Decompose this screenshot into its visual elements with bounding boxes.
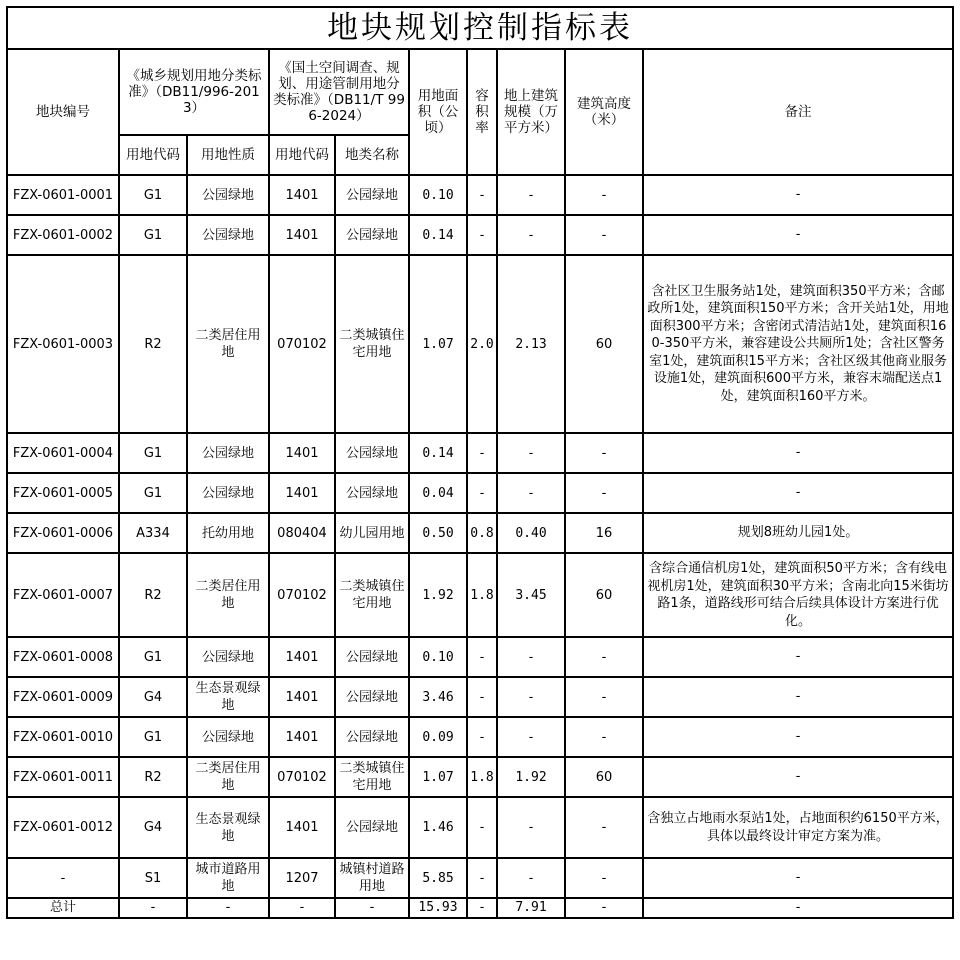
- header-std1-land-code: 用地代码: [119, 135, 187, 175]
- far-cell: -: [467, 473, 497, 513]
- land-nature-cell: 公园绿地: [187, 433, 269, 473]
- total-building-scale-cell: 7.91: [497, 898, 565, 918]
- far-cell: -: [467, 433, 497, 473]
- building-scale-cell: 2.13: [497, 255, 565, 433]
- total-std2-code-cell: -: [269, 898, 335, 918]
- plot-code-cell: FZX-0601-0008: [7, 637, 119, 677]
- building-height-cell: 16: [565, 513, 643, 553]
- building-height-cell: -: [565, 858, 643, 898]
- header-territorial-standard: 《国土空间调查、规划、用途管制用地分类标准》（DB11/T 996-2024）: [269, 49, 409, 135]
- category-name-cell: 二类城镇住宅用地: [335, 255, 409, 433]
- notes-cell: -: [643, 215, 953, 255]
- total-label-cell: 总计: [7, 898, 119, 918]
- std2-code-cell: 1207: [269, 858, 335, 898]
- category-name-cell: 幼儿园用地: [335, 513, 409, 553]
- std1-code-cell: G1: [119, 637, 187, 677]
- far-cell: 0.8: [467, 513, 497, 553]
- building-height-cell: -: [565, 433, 643, 473]
- table-row: [7, 433, 953, 473]
- land-area-cell: 0.09: [409, 717, 467, 757]
- total-row: [7, 898, 953, 918]
- table-row: [7, 255, 953, 433]
- far-cell: -: [467, 717, 497, 757]
- far-cell: -: [467, 677, 497, 717]
- header-urban-rural-standard: 《城乡规划用地分类标准》（DB11/996-2013）: [119, 49, 269, 135]
- header-std2-category-name: 地类名称: [335, 135, 409, 175]
- building-scale-cell: -: [497, 637, 565, 677]
- building-height-cell: -: [565, 175, 643, 215]
- notes-cell: 含综合通信机房1处，建筑面积50平方米；含有线电视机房1处，建筑面积30平方米；含南北向15米街坊路1条，道路线形可结合后续具体设计方案进行优化。: [643, 553, 953, 637]
- plot-code-cell: FZX-0601-0002: [7, 215, 119, 255]
- header-land-area: 用地面积（公顷）: [409, 49, 467, 175]
- table-row: [7, 677, 953, 717]
- std2-code-cell: 1401: [269, 677, 335, 717]
- plot-code-cell: FZX-0601-0012: [7, 797, 119, 858]
- total-land-area-cell: 15.93: [409, 898, 467, 918]
- notes-cell: -: [643, 637, 953, 677]
- table-row: [7, 513, 953, 553]
- header-building-scale: 地上建筑规模（万平方米）: [497, 49, 565, 175]
- land-nature-cell: 公园绿地: [187, 215, 269, 255]
- plot-code-cell: FZX-0601-0004: [7, 433, 119, 473]
- notes-cell: -: [643, 717, 953, 757]
- plot-code-cell: FZX-0601-0007: [7, 553, 119, 637]
- building-height-cell: -: [565, 637, 643, 677]
- building-height-cell: -: [565, 717, 643, 757]
- std2-code-cell: 070102: [269, 757, 335, 797]
- std1-code-cell: R2: [119, 757, 187, 797]
- std2-code-cell: 1401: [269, 473, 335, 513]
- notes-cell: 含社区卫生服务站1处，建筑面积350平方米；含邮政所1处，建筑面积150平方米；含开关站1处，用地面积300平方米；含密闭式清洁站1处，建筑面积160-350平方米，兼容建设公共厕所1处；含社区警务室1处，建筑面积15平方米；含社区级其他商业服务设施1处，建筑面积600平方米，兼容末端配送点1处，建筑面积160平方米。: [643, 255, 953, 433]
- plot-code-cell: FZX-0601-0010: [7, 717, 119, 757]
- land-nature-cell: 公园绿地: [187, 175, 269, 215]
- land-nature-cell: 生态景观绿地: [187, 677, 269, 717]
- far-cell: 1.8: [467, 757, 497, 797]
- plot-code-cell: FZX-0601-0003: [7, 255, 119, 433]
- notes-cell: -: [643, 757, 953, 797]
- land-area-cell: 1.07: [409, 255, 467, 433]
- std1-code-cell: G4: [119, 797, 187, 858]
- std1-code-cell: S1: [119, 858, 187, 898]
- building-scale-cell: 3.45: [497, 553, 565, 637]
- total-notes-cell: -: [643, 898, 953, 918]
- table-row: [7, 797, 953, 858]
- std1-code-cell: G1: [119, 215, 187, 255]
- std2-code-cell: 1401: [269, 797, 335, 858]
- header-notes: 备注: [643, 49, 953, 175]
- plot-code-cell: -: [7, 858, 119, 898]
- std1-code-cell: R2: [119, 553, 187, 637]
- std1-code-cell: G1: [119, 175, 187, 215]
- far-cell: -: [467, 175, 497, 215]
- notes-cell: 规划8班幼儿园1处。: [643, 513, 953, 553]
- std1-code-cell: G1: [119, 433, 187, 473]
- category-name-cell: 公园绿地: [335, 717, 409, 757]
- land-area-cell: 1.46: [409, 797, 467, 858]
- plot-code-cell: FZX-0601-0001: [7, 175, 119, 215]
- std1-code-cell: A334: [119, 513, 187, 553]
- plot-code-cell: FZX-0601-0011: [7, 757, 119, 797]
- land-area-cell: 5.85: [409, 858, 467, 898]
- land-nature-cell: 二类居住用地: [187, 757, 269, 797]
- header-std2-land-code: 用地代码: [269, 135, 335, 175]
- land-nature-cell: 公园绿地: [187, 473, 269, 513]
- category-name-cell: 公园绿地: [335, 215, 409, 255]
- land-nature-cell: 二类居住用地: [187, 553, 269, 637]
- std2-code-cell: 070102: [269, 553, 335, 637]
- land-area-cell: 0.04: [409, 473, 467, 513]
- category-name-cell: 公园绿地: [335, 433, 409, 473]
- category-name-cell: 公园绿地: [335, 637, 409, 677]
- land-nature-cell: 托幼用地: [187, 513, 269, 553]
- std2-code-cell: 1401: [269, 215, 335, 255]
- building-scale-cell: -: [497, 433, 565, 473]
- std2-code-cell: 080404: [269, 513, 335, 553]
- category-name-cell: 公园绿地: [335, 797, 409, 858]
- far-cell: -: [467, 797, 497, 858]
- building-scale-cell: -: [497, 858, 565, 898]
- land-area-cell: 1.07: [409, 757, 467, 797]
- table-row: [7, 175, 953, 215]
- category-name-cell: 公园绿地: [335, 473, 409, 513]
- notes-cell: -: [643, 175, 953, 215]
- land-nature-cell: 城市道路用地: [187, 858, 269, 898]
- land-nature-cell: 二类居住用地: [187, 255, 269, 433]
- table-body: [7, 175, 953, 918]
- category-name-cell: 城镇村道路用地: [335, 858, 409, 898]
- std1-code-cell: R2: [119, 255, 187, 433]
- notes-cell: -: [643, 858, 953, 898]
- land-area-cell: 3.46: [409, 677, 467, 717]
- table-row: [7, 757, 953, 797]
- total-far-cell: -: [467, 898, 497, 918]
- std2-code-cell: 1401: [269, 175, 335, 215]
- building-scale-cell: -: [497, 797, 565, 858]
- plot-code-cell: FZX-0601-0006: [7, 513, 119, 553]
- category-name-cell: 二类城镇住宅用地: [335, 553, 409, 637]
- far-cell: -: [467, 215, 497, 255]
- building-height-cell: -: [565, 677, 643, 717]
- header-floor-area-ratio: 容积率: [467, 49, 497, 175]
- std2-code-cell: 1401: [269, 717, 335, 757]
- building-height-cell: 60: [565, 553, 643, 637]
- land-nature-cell: 生态景观绿地: [187, 797, 269, 858]
- building-scale-cell: -: [497, 473, 565, 513]
- std1-code-cell: G4: [119, 677, 187, 717]
- category-name-cell: 二类城镇住宅用地: [335, 757, 409, 797]
- total-building-height-cell: -: [565, 898, 643, 918]
- building-scale-cell: 1.92: [497, 757, 565, 797]
- table-row: [7, 215, 953, 255]
- building-scale-cell: -: [497, 677, 565, 717]
- building-scale-cell: 0.40: [497, 513, 565, 553]
- header-building-height: 建筑高度（米）: [565, 49, 643, 175]
- land-area-cell: 0.14: [409, 215, 467, 255]
- notes-cell: -: [643, 473, 953, 513]
- far-cell: 1.8: [467, 553, 497, 637]
- building-height-cell: -: [565, 473, 643, 513]
- std2-code-cell: 1401: [269, 433, 335, 473]
- notes-cell: 含独立占地雨水泵站1处，占地面积约6150平方米，具体以最终设计审定方案为准。: [643, 797, 953, 858]
- std2-code-cell: 1401: [269, 637, 335, 677]
- building-scale-cell: -: [497, 717, 565, 757]
- land-area-cell: 0.50: [409, 513, 467, 553]
- notes-cell: -: [643, 433, 953, 473]
- table-row: [7, 473, 953, 513]
- category-name-cell: 公园绿地: [335, 175, 409, 215]
- category-name-cell: 公园绿地: [335, 677, 409, 717]
- header-plot-code: 地块编号: [7, 49, 119, 175]
- plot-code-cell: FZX-0601-0005: [7, 473, 119, 513]
- building-height-cell: 60: [565, 757, 643, 797]
- land-area-cell: 0.10: [409, 175, 467, 215]
- far-cell: -: [467, 858, 497, 898]
- land-area-cell: 1.92: [409, 553, 467, 637]
- building-height-cell: -: [565, 797, 643, 858]
- land-nature-cell: 公园绿地: [187, 717, 269, 757]
- table-row: [7, 717, 953, 757]
- land-nature-cell: 公园绿地: [187, 637, 269, 677]
- std1-code-cell: G1: [119, 717, 187, 757]
- building-scale-cell: -: [497, 215, 565, 255]
- building-height-cell: 60: [565, 255, 643, 433]
- notes-cell: -: [643, 677, 953, 717]
- building-height-cell: -: [565, 215, 643, 255]
- table-row: [7, 858, 953, 898]
- total-land-nature-cell: -: [187, 898, 269, 918]
- far-cell: 2.0: [467, 255, 497, 433]
- std1-code-cell: G1: [119, 473, 187, 513]
- plot-code-cell: FZX-0601-0009: [7, 677, 119, 717]
- total-category-name-cell: -: [335, 898, 409, 918]
- building-scale-cell: -: [497, 175, 565, 215]
- total-std1-code-cell: -: [119, 898, 187, 918]
- land-area-cell: 0.10: [409, 637, 467, 677]
- far-cell: -: [467, 637, 497, 677]
- table-title: 地块规划控制指标表: [7, 7, 953, 49]
- std2-code-cell: 070102: [269, 255, 335, 433]
- land-area-cell: 0.14: [409, 433, 467, 473]
- table-row: [7, 637, 953, 677]
- header-std1-land-nature: 用地性质: [187, 135, 269, 175]
- land-plot-control-index-table: [6, 6, 954, 919]
- table-row: [7, 553, 953, 637]
